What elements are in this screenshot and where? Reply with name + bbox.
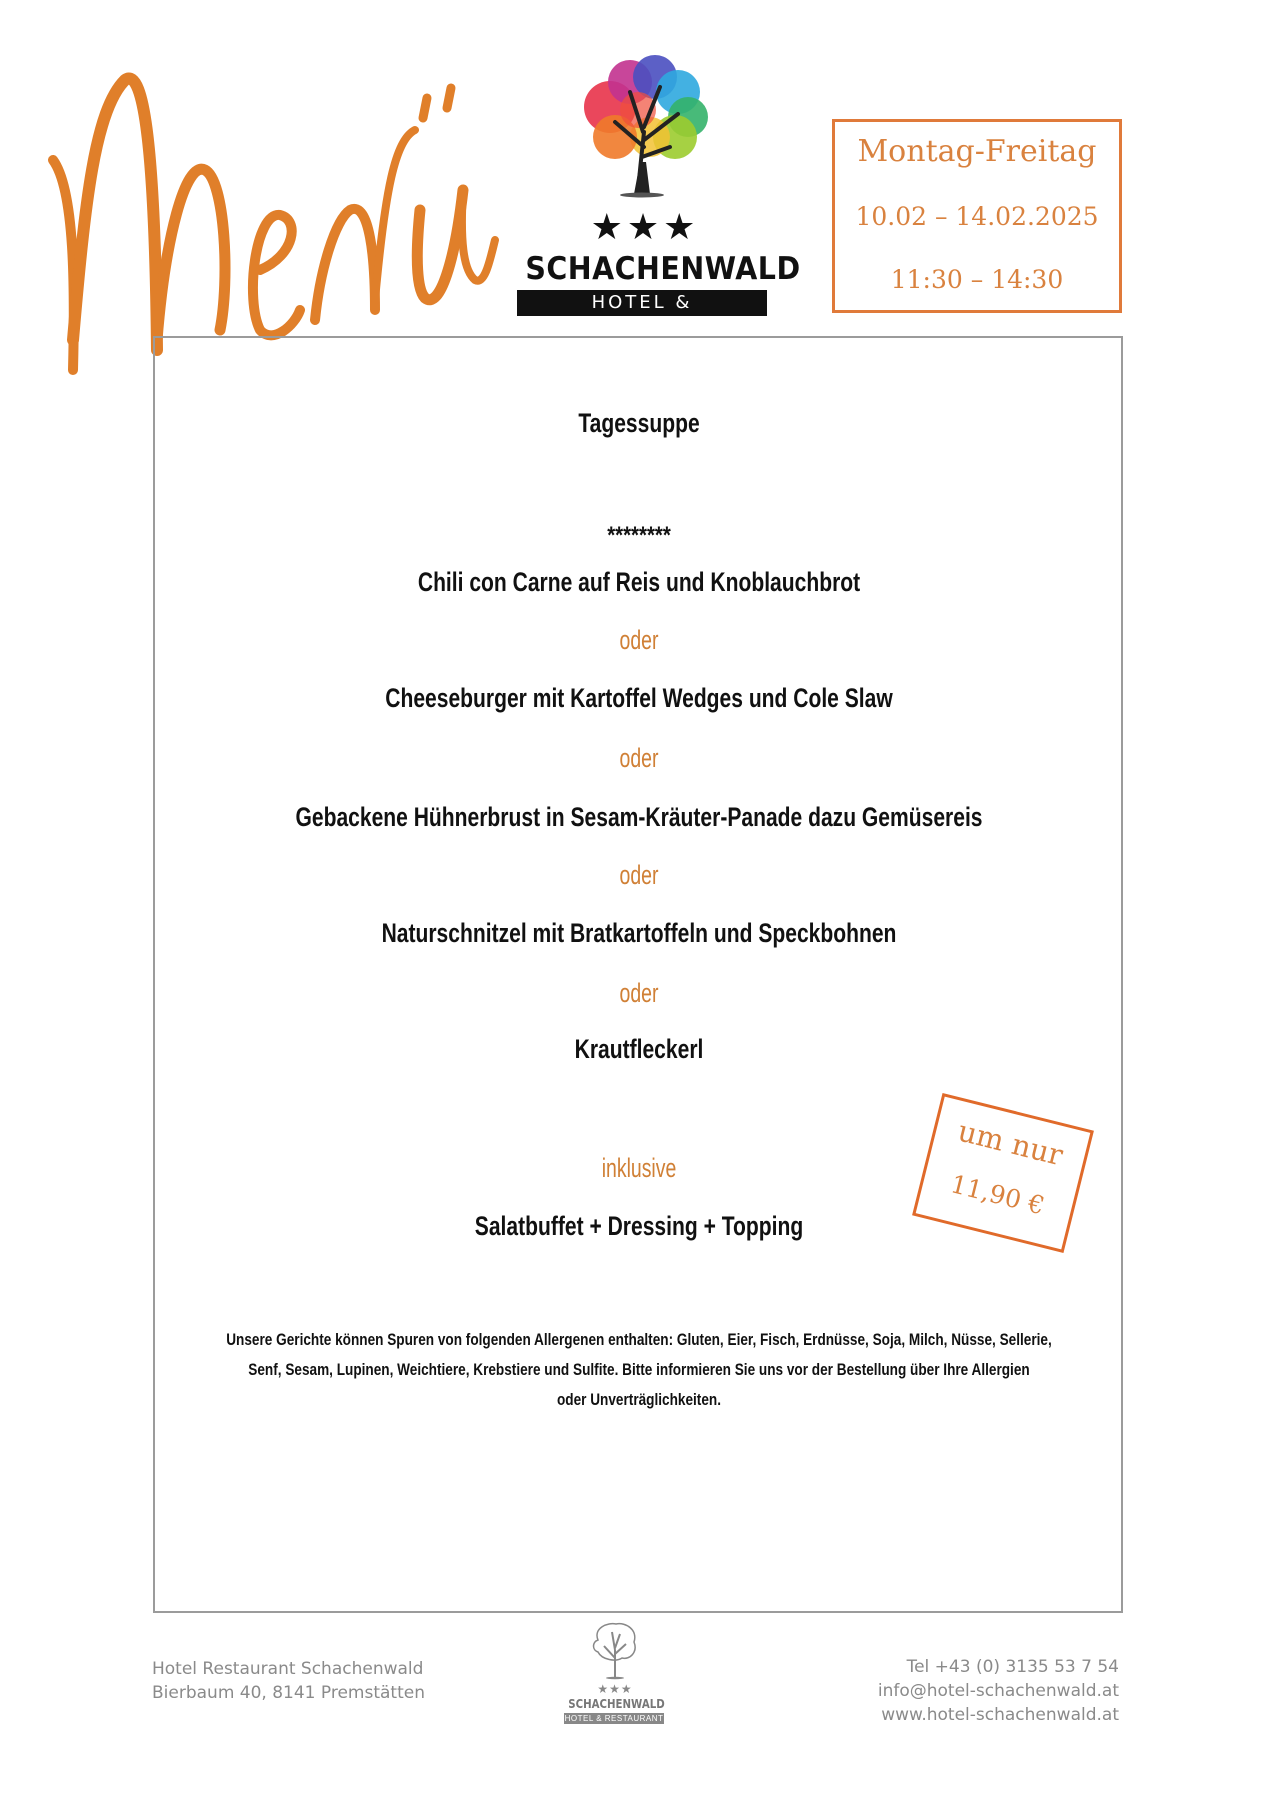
or-label: oder (619, 743, 659, 773)
allergen-note-line: Unsere Gerichte können Spuren von folgenden Allergenen enthalten: Gluten, Eier, Fisch, Erdnüsse, Soja, Milch, Nüsse, Sellerie, (226, 1330, 1052, 1349)
hotel-stars: ★★★ (590, 207, 700, 248)
hotel-logo (515, 52, 801, 339)
included-label: inklusive (601, 1153, 677, 1183)
allergen-note-line: Senf, Sesam, Lupinen, Weichtiere, Krebstiere und Sulfite. Bitte informieren Sie uns vor der Bestellung über Ihre Allergien (248, 1360, 1030, 1379)
dish-item: Chili con Carne auf Reis und Knoblauchbrot (417, 567, 861, 597)
footer-logo-brand: SCHACHENWALD (568, 1697, 665, 1711)
footer-phone: Tel +43 (0) 3135 53 7 54 (906, 1657, 1119, 1677)
dish-item: Cheeseburger mit Kartoffel Wedges und Cole Slaw (385, 683, 893, 713)
footer-logo-stars: ★★★ (597, 1682, 633, 1696)
included-items: Salatbuffet + Dressing + Topping (474, 1211, 804, 1241)
footer-logo-subtitle: HOTEL & RESTAURANT (564, 1714, 664, 1723)
menu-script-title (45, 40, 565, 380)
schedule-box (832, 119, 1122, 313)
footer-website[interactable]: www.hotel-schachenwald.at (881, 1705, 1119, 1725)
footer-email[interactable]: info@hotel-schachenwald.at (877, 1681, 1119, 1701)
price-amount: 11,90 € (947, 1169, 1048, 1221)
dish-item: Krautfleckerl (574, 1034, 704, 1064)
tree-outline-icon (588, 1620, 642, 1680)
footer-contact (878, 1655, 1119, 1727)
schedule-dates: 10.02 – 14.02.2025 (855, 202, 1099, 231)
dish-item: Naturschnitzel mit Bratkartoffeln und Speckbohnen (381, 918, 897, 948)
price-label: um nur (954, 1113, 1067, 1173)
schedule-days: Montag-Freitag (857, 134, 1097, 169)
footer-logo (560, 1620, 670, 1740)
allergen-note-line: oder Unverträglichkeiten. (556, 1390, 721, 1409)
footer-street: Bierbaum 40, 8141 Premstätten (152, 1683, 425, 1703)
starter-item: Tagessuppe (578, 408, 700, 438)
dish-item: Gebackene Hühnerbrust in Sesam-Kräuter-Panade dazu Gemüsereis (295, 802, 983, 832)
hotel-subtitle: HOTEL & RESTAURANT (517, 290, 767, 316)
or-label: oder (619, 625, 659, 655)
course-separator: ******** (607, 522, 671, 549)
colorful-tree-icon (570, 52, 720, 202)
or-label: oder (619, 860, 659, 890)
or-label: oder (619, 978, 659, 1008)
footer-address (152, 1657, 425, 1705)
hotel-brand-name: SCHACHENWALD (525, 251, 801, 287)
schedule-hours: 11:30 – 14:30 (890, 265, 1064, 294)
footer-hotel-name: Hotel Restaurant Schachenwald (152, 1659, 424, 1679)
